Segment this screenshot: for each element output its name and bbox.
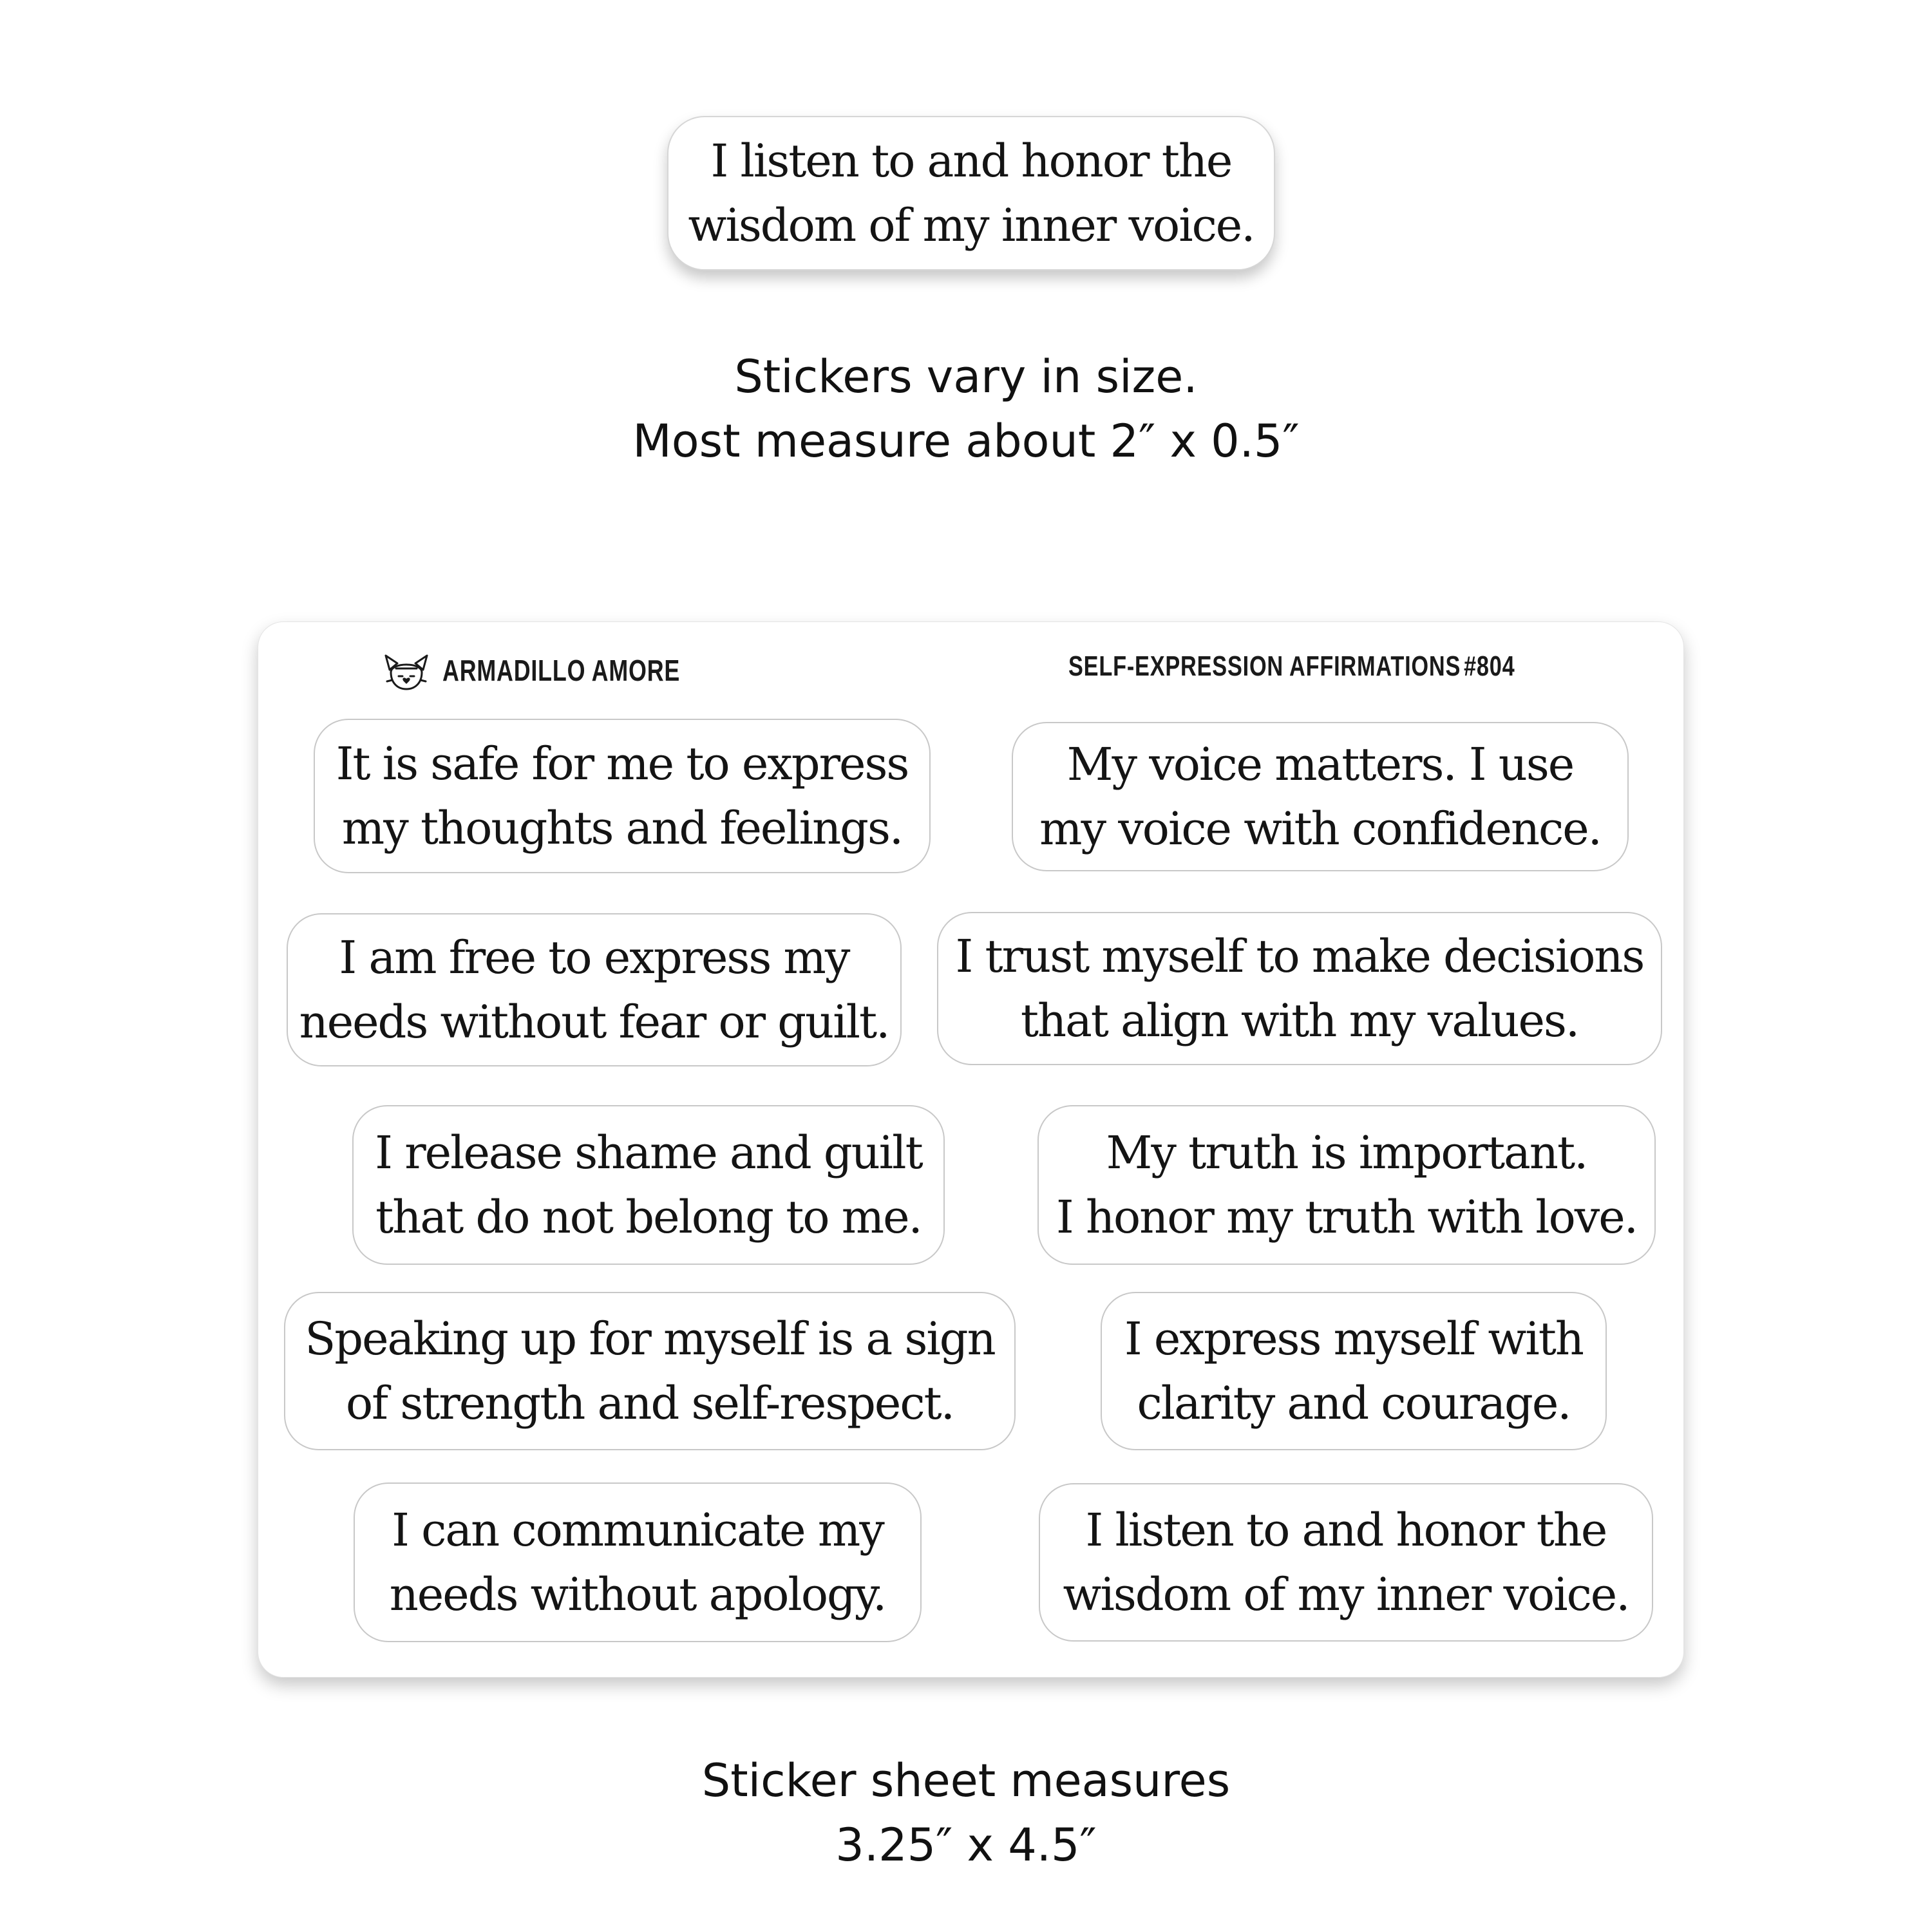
sticker-line: of strength and self-respect. [346, 1377, 954, 1430]
sticker-line: needs without fear or guilt. [299, 996, 889, 1048]
sticker-line: It is safe for me to express [336, 737, 909, 790]
sticker-line: I honor my truth with love. [1056, 1191, 1637, 1244]
sticker-line: I release shame and guilt [375, 1126, 922, 1179]
sticker-line: that align with my values. [1020, 994, 1579, 1047]
sticker-sheet [258, 621, 1684, 1678]
sticker-line: I express myself with [1124, 1312, 1583, 1365]
sticker-line: wisdom of my inner voice. [1063, 1568, 1629, 1621]
affirmation-sticker [1037, 1105, 1656, 1265]
sticker-line: that do not belong to me. [375, 1191, 922, 1244]
affirmation-sticker [1012, 722, 1629, 871]
caption-line: Most measure about 2″ x 0.5″ [632, 415, 1300, 468]
caption-line: Stickers vary in size. [734, 350, 1198, 403]
armadillo-logo-icon [381, 647, 432, 698]
affirmation-sticker [352, 1105, 945, 1265]
affirmation-sticker [284, 1292, 1016, 1450]
sticker-line: clarity and courage. [1137, 1377, 1571, 1430]
sticker-size-caption [0, 345, 1932, 473]
sample-sticker [667, 116, 1275, 270]
caption-line: Sticker sheet measures [701, 1754, 1231, 1807]
affirmation-sticker [937, 912, 1662, 1065]
caption-line: 3.25″ x 4.5″ [835, 1819, 1097, 1871]
affirmation-sticker [287, 913, 902, 1066]
sticker-line: My voice matters. I use [1066, 738, 1574, 791]
affirmation-sticker [1039, 1483, 1653, 1642]
sticker-line: my voice with confidence. [1039, 802, 1601, 855]
affirmation-sticker [354, 1482, 922, 1642]
sticker-line: I listen to and honor the [1085, 1504, 1607, 1557]
sticker-line: wisdom of my inner voice. [688, 199, 1255, 252]
sticker-line: Speaking up for myself is a sign [305, 1312, 995, 1365]
sheet-size-caption [0, 1748, 1932, 1877]
affirmation-sticker [1101, 1292, 1607, 1450]
sticker-line: My truth is important. [1106, 1126, 1587, 1179]
sticker-line: I listen to and honor the [710, 135, 1232, 187]
brand-name: ARMADILLO AMORE [442, 654, 681, 687]
sticker-line: I am free to express my [339, 931, 849, 984]
sticker-line: needs without apology. [389, 1568, 886, 1621]
sticker-line: I can communicate my [392, 1504, 884, 1557]
collection-title: SELF-EXPRESSION AFFIRMATIONS [1068, 650, 1461, 682]
sticker-line: my thoughts and feelings. [341, 802, 903, 855]
sticker-line: I trust myself to make decisions [955, 930, 1644, 983]
sku-number: #804 [1464, 650, 1515, 682]
affirmation-sticker [314, 719, 931, 873]
